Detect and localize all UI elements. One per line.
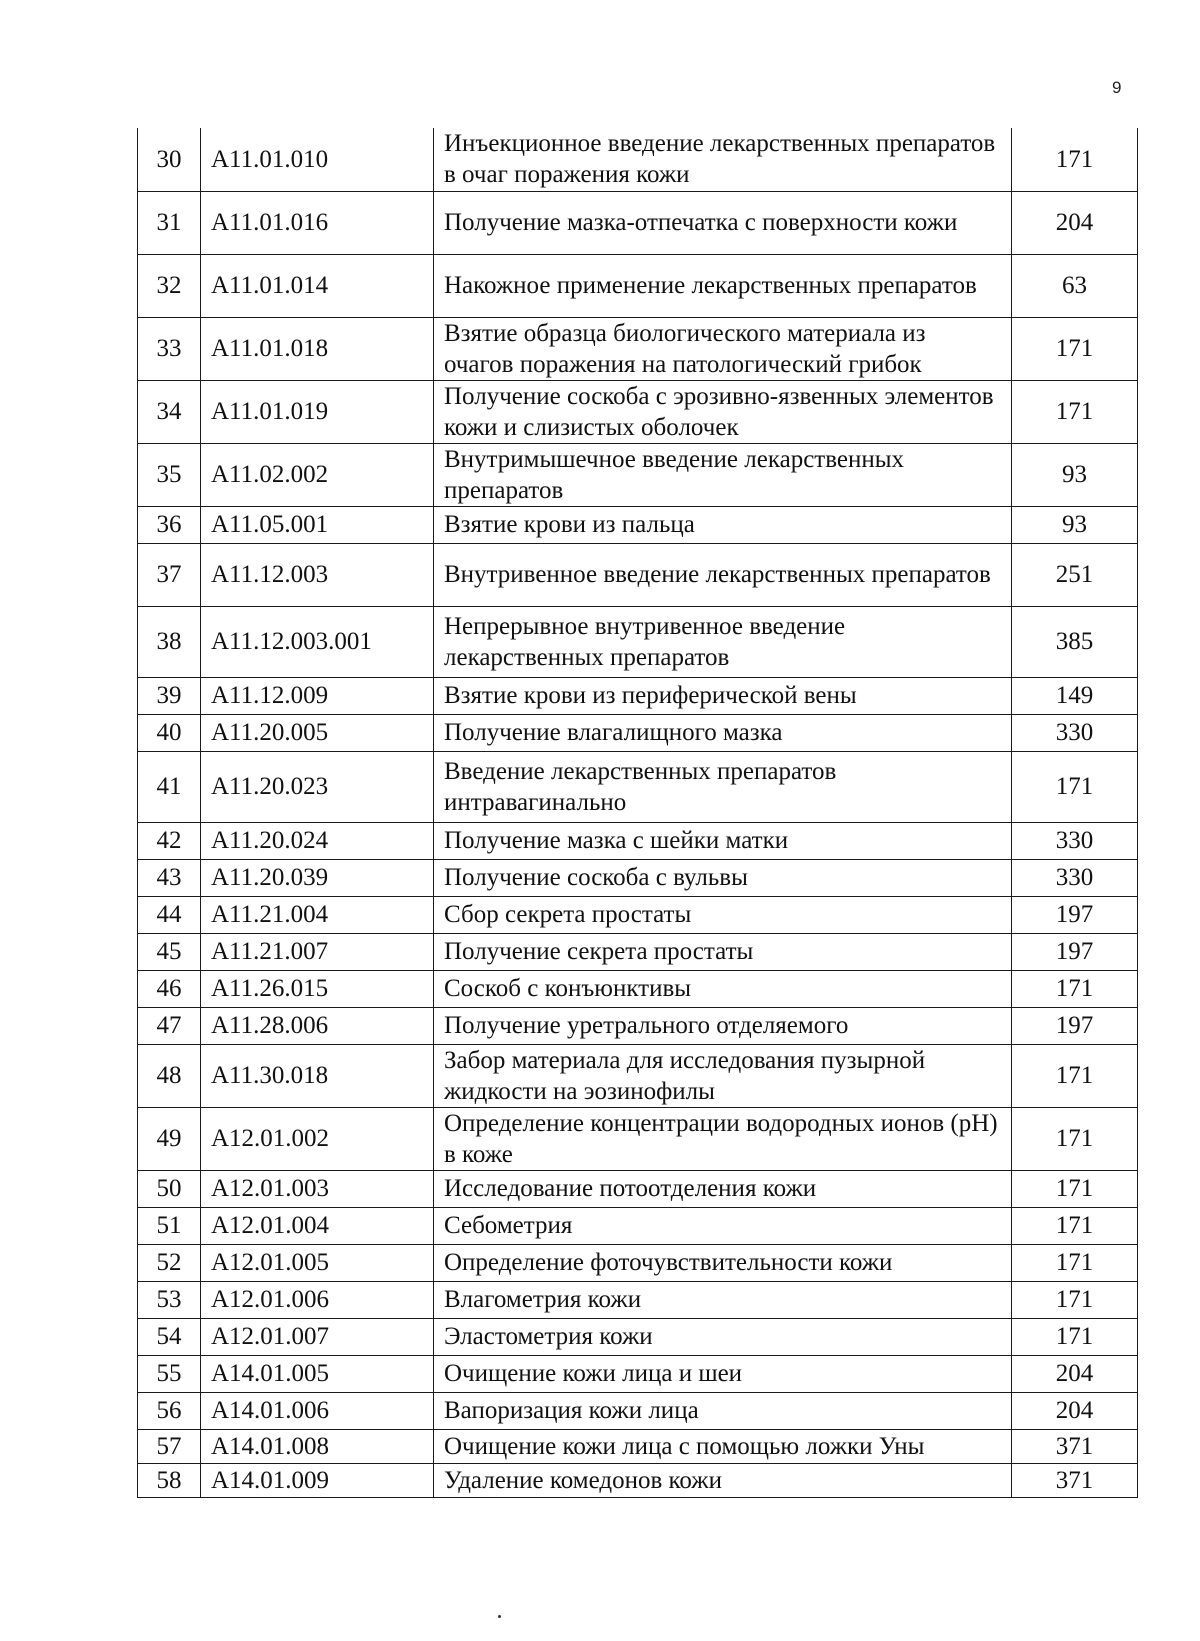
service-price: 93 bbox=[1012, 443, 1138, 506]
service-code: A11.01.014 bbox=[201, 254, 434, 317]
row-number: 34 bbox=[138, 380, 201, 443]
service-price: 171 bbox=[1012, 1207, 1138, 1244]
service-name: Определение фоточувствительности кожи bbox=[434, 1244, 1012, 1281]
row-number: 39 bbox=[138, 677, 201, 714]
row-number: 57 bbox=[138, 1429, 201, 1463]
row-number: 49 bbox=[138, 1107, 201, 1170]
service-price: 204 bbox=[1012, 1355, 1138, 1392]
row-number: 40 bbox=[138, 714, 201, 751]
table-row bbox=[138, 970, 1138, 1007]
table-row bbox=[138, 751, 1138, 822]
service-name: Внутримышечное введение лекарственных препаратов bbox=[434, 443, 1012, 506]
row-number: 37 bbox=[138, 543, 201, 606]
service-name: Забор материала для исследования пузырной жидкости на эозинофилы bbox=[434, 1044, 1012, 1107]
service-price: 171 bbox=[1012, 1281, 1138, 1318]
table-row bbox=[138, 380, 1138, 443]
table-row bbox=[138, 1318, 1138, 1355]
service-code: A12.01.003 bbox=[201, 1170, 434, 1207]
table-row bbox=[138, 506, 1138, 543]
row-number: 35 bbox=[138, 443, 201, 506]
row-number: 50 bbox=[138, 1170, 201, 1207]
service-name: Инъекционное введение лекарственных препаратов в очаг поражения кожи bbox=[434, 128, 1012, 191]
table-row bbox=[138, 1207, 1138, 1244]
service-name: Взятие образца биологического материала из очагов поражения на патологический грибок bbox=[434, 317, 1012, 380]
service-code: A11.01.018 bbox=[201, 317, 434, 380]
table-row bbox=[138, 606, 1138, 677]
service-code: A11.28.006 bbox=[201, 1007, 434, 1044]
service-code: A11.30.018 bbox=[201, 1044, 434, 1107]
service-name: Получение уретрального отделяемого bbox=[434, 1007, 1012, 1044]
service-price: 171 bbox=[1012, 1244, 1138, 1281]
row-number: 38 bbox=[138, 606, 201, 677]
service-code: A11.20.005 bbox=[201, 714, 434, 751]
service-name: Вапоризация кожи лица bbox=[434, 1392, 1012, 1429]
service-code: A11.01.010 bbox=[201, 128, 434, 191]
service-price: 171 bbox=[1012, 970, 1138, 1007]
table-row bbox=[138, 896, 1138, 933]
service-price: 251 bbox=[1012, 543, 1138, 606]
service-name: Сбор секрета простаты bbox=[434, 896, 1012, 933]
service-price: 197 bbox=[1012, 933, 1138, 970]
table-row bbox=[138, 191, 1138, 254]
service-price: 171 bbox=[1012, 751, 1138, 822]
service-code: A11.05.001 bbox=[201, 506, 434, 543]
row-number: 46 bbox=[138, 970, 201, 1007]
service-price: 171 bbox=[1012, 1170, 1138, 1207]
table-body bbox=[138, 128, 1138, 1497]
service-name: Эластометрия кожи bbox=[434, 1318, 1012, 1355]
row-number: 33 bbox=[138, 317, 201, 380]
service-name: Получение мазка с шейки матки bbox=[434, 822, 1012, 859]
row-number: 53 bbox=[138, 1281, 201, 1318]
row-number: 51 bbox=[138, 1207, 201, 1244]
service-code: A11.20.024 bbox=[201, 822, 434, 859]
table-row bbox=[138, 254, 1138, 317]
service-name: Накожное применение лекарственных препаратов bbox=[434, 254, 1012, 317]
service-code: A11.20.023 bbox=[201, 751, 434, 822]
service-price: 385 bbox=[1012, 606, 1138, 677]
service-code: A11.02.002 bbox=[201, 443, 434, 506]
row-number: 36 bbox=[138, 506, 201, 543]
service-price: 171 bbox=[1012, 1107, 1138, 1170]
page-number: 9 bbox=[1112, 78, 1122, 97]
service-code: A14.01.008 bbox=[201, 1429, 434, 1463]
table-row bbox=[138, 1463, 1138, 1497]
row-number: 54 bbox=[138, 1318, 201, 1355]
service-price: 371 bbox=[1012, 1429, 1138, 1463]
table-row bbox=[138, 1244, 1138, 1281]
service-code: A12.01.005 bbox=[201, 1244, 434, 1281]
table-row bbox=[138, 1107, 1138, 1170]
row-number: 52 bbox=[138, 1244, 201, 1281]
service-price: 330 bbox=[1012, 714, 1138, 751]
service-name: Себометрия bbox=[434, 1207, 1012, 1244]
service-name: Очищение кожи лица и шеи bbox=[434, 1355, 1012, 1392]
scan-speck bbox=[498, 1615, 501, 1618]
service-name: Определение концентрации водородных ионов (pH) в коже bbox=[434, 1107, 1012, 1170]
row-number: 58 bbox=[138, 1463, 201, 1497]
service-code: A11.21.004 bbox=[201, 896, 434, 933]
service-price: 330 bbox=[1012, 822, 1138, 859]
service-price: 197 bbox=[1012, 1007, 1138, 1044]
service-code: A11.20.039 bbox=[201, 859, 434, 896]
service-price: 204 bbox=[1012, 1392, 1138, 1429]
table-row bbox=[138, 317, 1138, 380]
service-code: A12.01.002 bbox=[201, 1107, 434, 1170]
table-row bbox=[138, 543, 1138, 606]
row-number: 31 bbox=[138, 191, 201, 254]
service-code: A12.01.004 bbox=[201, 1207, 434, 1244]
service-code: A11.21.007 bbox=[201, 933, 434, 970]
row-number: 30 bbox=[138, 128, 201, 191]
table-row bbox=[138, 1429, 1138, 1463]
row-number: 43 bbox=[138, 859, 201, 896]
service-code: A11.01.019 bbox=[201, 380, 434, 443]
table-row bbox=[138, 933, 1138, 970]
service-code: A12.01.006 bbox=[201, 1281, 434, 1318]
row-number: 56 bbox=[138, 1392, 201, 1429]
service-name: Непрерывное внутривенное введение лекарственных препаратов bbox=[434, 606, 1012, 677]
row-number: 45 bbox=[138, 933, 201, 970]
service-price: 171 bbox=[1012, 380, 1138, 443]
service-code: A14.01.006 bbox=[201, 1392, 434, 1429]
table-row bbox=[138, 128, 1138, 191]
service-price: 171 bbox=[1012, 1044, 1138, 1107]
row-number: 44 bbox=[138, 896, 201, 933]
services-table-wrapper bbox=[137, 128, 1137, 1498]
service-name: Введение лекарственных препаратов интравагинально bbox=[434, 751, 1012, 822]
service-price: 171 bbox=[1012, 1318, 1138, 1355]
table-row bbox=[138, 822, 1138, 859]
table-row bbox=[138, 1170, 1138, 1207]
service-price: 204 bbox=[1012, 191, 1138, 254]
service-price: 171 bbox=[1012, 317, 1138, 380]
service-name: Получение соскоба с вульвы bbox=[434, 859, 1012, 896]
row-number: 48 bbox=[138, 1044, 201, 1107]
service-price: 371 bbox=[1012, 1463, 1138, 1497]
service-name: Внутривенное введение лекарственных препаратов bbox=[434, 543, 1012, 606]
service-name: Получение мазка-отпечатка с поверхности кожи bbox=[434, 191, 1012, 254]
service-code: A11.12.003.001 bbox=[201, 606, 434, 677]
table-row bbox=[138, 1281, 1138, 1318]
table-row bbox=[138, 677, 1138, 714]
service-code: A11.12.003 bbox=[201, 543, 434, 606]
table-row bbox=[138, 1044, 1138, 1107]
service-price: 63 bbox=[1012, 254, 1138, 317]
service-name: Получение влагалищного мазка bbox=[434, 714, 1012, 751]
service-name: Получение секрета простаты bbox=[434, 933, 1012, 970]
table-row bbox=[138, 859, 1138, 896]
service-code: A12.01.007 bbox=[201, 1318, 434, 1355]
service-name: Взятие крови из периферической вены bbox=[434, 677, 1012, 714]
table-row bbox=[138, 1392, 1138, 1429]
table-row bbox=[138, 1355, 1138, 1392]
service-code: A11.01.016 bbox=[201, 191, 434, 254]
service-name: Влагометрия кожи bbox=[434, 1281, 1012, 1318]
service-code: A11.26.015 bbox=[201, 970, 434, 1007]
row-number: 41 bbox=[138, 751, 201, 822]
table-row bbox=[138, 1007, 1138, 1044]
service-code: A11.12.009 bbox=[201, 677, 434, 714]
services-price-table bbox=[137, 128, 1138, 1498]
service-name: Удаление комедонов кожи bbox=[434, 1463, 1012, 1497]
service-name: Взятие крови из пальца bbox=[434, 506, 1012, 543]
row-number: 55 bbox=[138, 1355, 201, 1392]
service-name: Очищение кожи лица с помощью ложки Уны bbox=[434, 1429, 1012, 1463]
service-price: 149 bbox=[1012, 677, 1138, 714]
service-code: A14.01.009 bbox=[201, 1463, 434, 1497]
service-price: 93 bbox=[1012, 506, 1138, 543]
row-number: 42 bbox=[138, 822, 201, 859]
table-row bbox=[138, 714, 1138, 751]
table-row bbox=[138, 443, 1138, 506]
service-name: Получение соскоба с эрозивно-язвенных элементов кожи и слизистых оболочек bbox=[434, 380, 1012, 443]
row-number: 32 bbox=[138, 254, 201, 317]
service-price: 171 bbox=[1012, 128, 1138, 191]
service-price: 330 bbox=[1012, 859, 1138, 896]
service-name: Соскоб с конъюнктивы bbox=[434, 970, 1012, 1007]
service-name: Исследование потоотделения кожи bbox=[434, 1170, 1012, 1207]
row-number: 47 bbox=[138, 1007, 201, 1044]
service-price: 197 bbox=[1012, 896, 1138, 933]
service-code: A14.01.005 bbox=[201, 1355, 434, 1392]
